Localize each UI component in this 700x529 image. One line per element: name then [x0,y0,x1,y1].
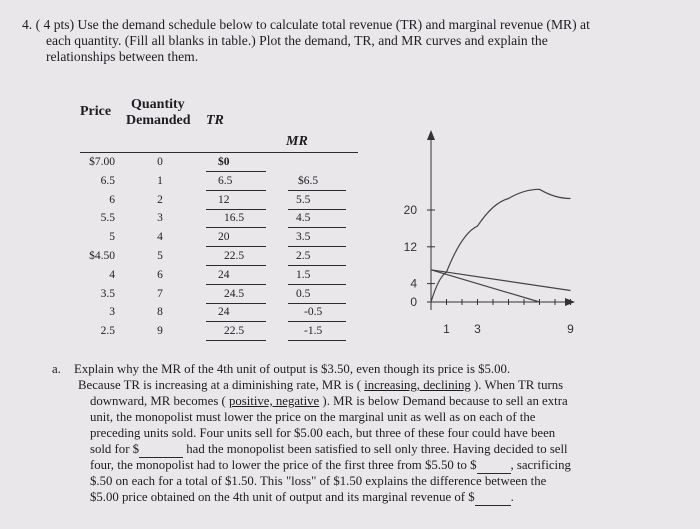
tr-answer-line[interactable] [206,246,266,247]
price-cell: 4 [109,268,115,281]
quantity-cell: 6 [157,268,163,281]
mr-header: MR [286,134,308,149]
mr-answer-line[interactable] [288,190,346,191]
tr-cell: 16.5 [224,212,245,225]
quantity-cell: 0 [157,156,163,168]
y-tick-label: 20 [403,203,417,217]
tr-answer-line[interactable] [206,284,266,285]
mr-cell: 4.5 [296,212,311,225]
tr-answer-line[interactable] [206,209,266,210]
quantity-cell: 3 [157,212,163,225]
mr-cell: 5.5 [296,193,311,206]
demand-curve [431,270,571,291]
part-a-line-8: $.50 on each for a total of $1.50. This "loss" of $1.50 explains the difference between the [90,474,547,488]
price-cell: 3 [109,306,115,319]
price-cell: 6 [109,193,115,206]
x-tick-label: 1 [443,322,450,336]
y-tick-label: 0 [410,295,417,309]
quantity-header: Quantity [131,97,185,112]
choice-positive-negative[interactable]: positive, negative [228,394,320,408]
part-a-label: a. [52,362,61,376]
tr-cell: 6.5 [218,174,233,187]
y-axis-arrow [427,130,435,140]
price-cell: 5 [109,231,115,244]
tr-cell: 20 [218,231,230,244]
mr-cell: -1.5 [304,325,323,338]
quantity-cell: 9 [157,325,163,338]
part-a-line-4: unit, the monopolist must lower the price on the marginal unit as well as on each of the [90,410,536,424]
price-cell: 5.5 [100,212,115,225]
mr-answer-line[interactable] [288,303,346,304]
quantity-cell: 7 [157,287,163,300]
mr-cell: -0.5 [304,306,323,319]
mr-cell: 1.5 [296,268,311,281]
mr-cell: 3.5 [296,231,311,244]
part-a-line-7: four, the monopolist had to lower the price of the first three from $5.50 to $ , sacrificing [90,458,571,472]
quantity-cell: 5 [157,250,163,262]
y-tick-label: 12 [403,239,417,254]
price-cell: $7.00 [89,156,115,168]
mr-answer-line[interactable] [288,340,346,341]
tr-answer-line[interactable] [206,190,266,191]
mr-answer-line[interactable] [288,321,346,322]
mr-answer-line[interactable] [288,284,346,285]
quantity-cell: 2 [157,193,163,206]
price-cell: 3.5 [100,287,115,300]
mr-curve [431,270,540,302]
x-tick-label: 9 [567,322,574,336]
tr-answer-line[interactable] [206,321,266,322]
mr-answer-line[interactable] [288,227,346,228]
mr-cell: 2.5 [296,250,311,262]
quantity-cell: 8 [157,306,163,319]
question-line-2: each quantity. (Fill all blanks in table.) Plot the demand, TR, and MR curves and explain the [46,33,548,48]
price-header: Price [80,104,112,119]
tr-answer-line[interactable] [206,227,266,228]
tr-cell: 24.5 [224,287,245,300]
mr-answer-line[interactable] [288,209,346,210]
tr-cell: 24 [218,268,230,281]
tr-cell: $0 [218,156,230,168]
tr-header: TR [206,113,224,128]
quantity-cell: 4 [157,231,163,244]
answer-blank-3[interactable] [475,490,511,506]
tr-cell: 24 [218,306,230,319]
tr-cell: 12 [218,193,230,206]
chart-axes [404,130,575,336]
x-tick-label: 3 [474,322,481,336]
price-cell: 2.5 [100,325,115,338]
tr-answer-line[interactable] [206,171,266,172]
mr-answer-line[interactable] [288,265,346,266]
part-a-line-9: $5.00 price obtained on the 4th unit of output and its marginal revenue of $ . [90,490,514,504]
part-a-line-1: Explain why the MR of the 4th unit of output is $3.50, even though its price is $5.00. [74,362,511,376]
mr-cell: $6.5 [298,174,319,187]
answer-blank-1[interactable] [139,442,183,458]
question-line-1: 4. ( 4 pts) Use the demand schedule below to calculate total revenue (TR) and marginal revenue (MR) at [22,17,590,32]
tr-curve [431,189,571,302]
mr-answer-line[interactable] [288,246,346,247]
quantity-cell: 1 [157,174,163,187]
tr-cell: 22.5 [224,250,245,262]
demand-tr-mr-chart [395,122,585,347]
answer-blank-2[interactable] [477,458,511,474]
y-tick-label: 4 [410,276,417,291]
part-a-line-5: preceding units sold. Four units sell for $5.00 each, but three of these four could have been [90,426,556,440]
header-rule [80,152,358,153]
tr-answer-line[interactable] [206,265,266,266]
choice-increasing-declining[interactable]: increasing, declining [364,378,471,392]
part-a-line-6: sold for $ had the monopolist been satisfied to sell only three. Having decided to sell [90,442,568,456]
tr-cell: 22.5 [224,325,245,338]
tr-answer-line[interactable] [206,340,266,341]
price-cell: $4.50 [89,250,115,262]
part-a-line-2: Because TR is increasing at a diminishing rate, MR is ( increasing, declining ). When TR turns [78,378,564,392]
mr-cell: 0.5 [296,287,311,300]
demanded-header: Demanded [126,113,191,128]
price-cell: 6.5 [100,174,115,187]
tr-answer-line[interactable] [206,303,266,304]
part-a-line-3: downward, MR becomes ( positive, negative ). MR is below Demand because to sell an extra [90,394,568,408]
question-line-3: relationships between them. [46,49,199,64]
